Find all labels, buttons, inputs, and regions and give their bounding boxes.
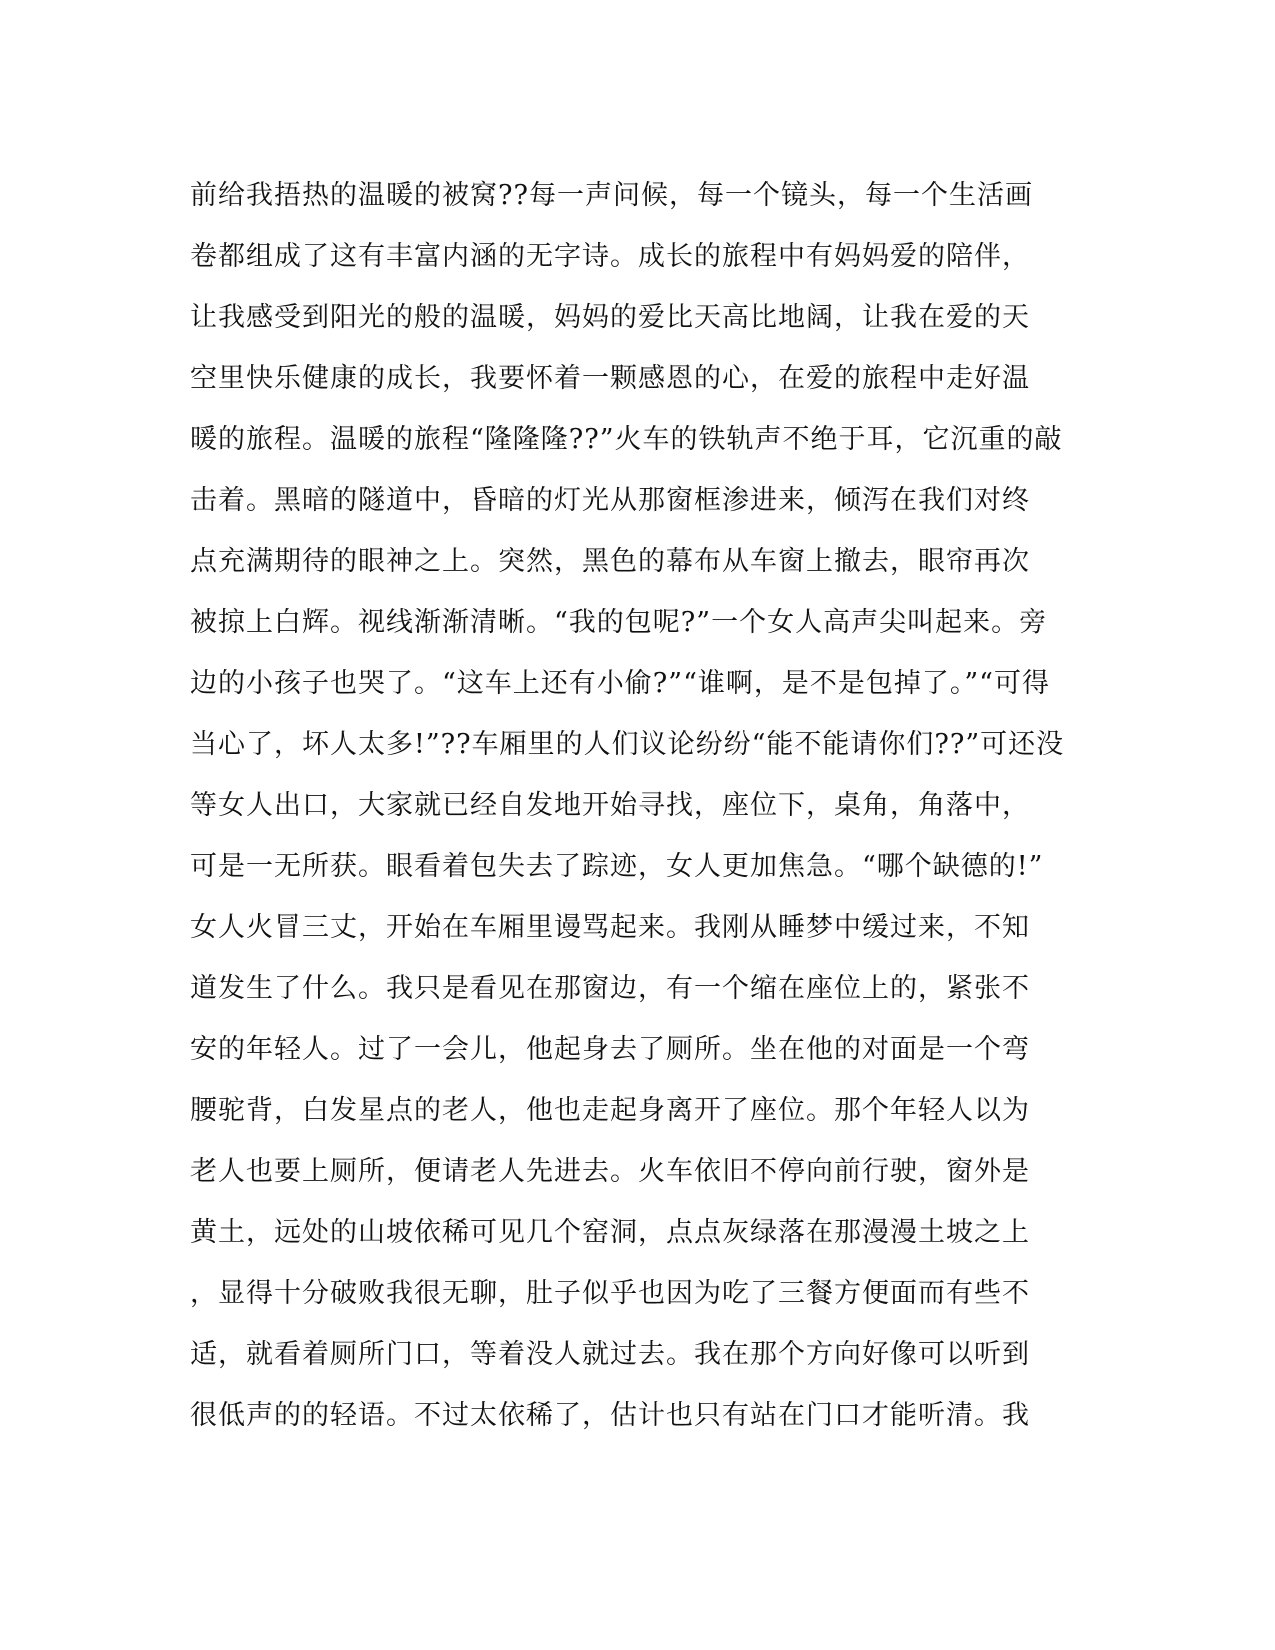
text-line: 被掠上白辉。视线渐渐清晰。“我的包呢?”一个女人高声尖叫起来。旁 xyxy=(190,607,1048,638)
text-line: 道发生了什么。我只是看见在那窗边，有一个缩在座位上的，紧张不 xyxy=(190,973,1030,1004)
text-line: 腰驼背，白发星点的老人，他也走起身离开了座位。那个年轻人以为 xyxy=(190,1095,1030,1126)
text-line: ，显得十分破败我很无聊，肚子似乎也因为吃了三餐方便面而有些不 xyxy=(190,1278,1030,1309)
text-line: 空里快乐健康的成长，我要怀着一颗感恩的心，在爱的旅程中走好温 xyxy=(190,363,1030,394)
text-line: 安的年轻人。过了一会儿，他起身去了厕所。坐在他的对面是一个弯 xyxy=(190,1034,1030,1065)
text-line: 适，就看着厕所门口，等着没人就过去。我在那个方向好像可以听到 xyxy=(190,1339,1030,1370)
body-text xyxy=(190,165,1090,1446)
text-line: 老人也要上厕所，便请老人先进去。火车依旧不停向前行驶，窗外是 xyxy=(190,1156,1030,1187)
text-line: 击着。黑暗的隧道中，昏暗的灯光从那窗框渗进来，倾泻在我们对终 xyxy=(190,485,1030,516)
text-line: 边的小孩子也哭了。“这车上还有小偷?”“谁啊，是不是包掉了。”“可得 xyxy=(190,668,1050,699)
text-line: 卷都组成了这有丰富内涵的无字诗。成长的旅程中有妈妈爱的陪伴， xyxy=(190,241,1030,272)
text-line: 当心了，坏人太多!”??车厢里的人们议论纷纷“能不能请你们??”可还没 xyxy=(190,729,1065,760)
text-line: 可是一无所获。眼看着包失去了踪迹，女人更加焦急。“哪个缺德的!” xyxy=(190,851,1044,882)
text-line: 前给我捂热的温暖的被窝??每一声问候，每一个镜头，每一个生活画 xyxy=(190,180,1033,211)
text-line: 暖的旅程。温暖的旅程“隆隆隆??”火车的铁轨声不绝于耳，它沉重的敲 xyxy=(190,424,1063,455)
text-line: 点充满期待的眼神之上。突然，黑色的幕布从车窗上撤去，眼帘再次 xyxy=(190,546,1030,577)
text-line: 等女人出口，大家就已经自发地开始寻找，座位下，桌角，角落中， xyxy=(190,790,1030,821)
text-line: 很低声的的轻语。不过太依稀了，估计也只有站在门口才能听清。我 xyxy=(190,1400,1030,1431)
text-line: 女人火冒三丈，开始在车厢里谩骂起来。我刚从睡梦中缓过来，不知 xyxy=(190,912,1030,943)
text-line: 黄土，远处的山坡依稀可见几个窑洞，点点灰绿落在那漫漫土坡之上 xyxy=(190,1217,1030,1248)
text-line: 让我感受到阳光的般的温暖，妈妈的爱比天高比地阔，让我在爱的天 xyxy=(190,302,1030,333)
